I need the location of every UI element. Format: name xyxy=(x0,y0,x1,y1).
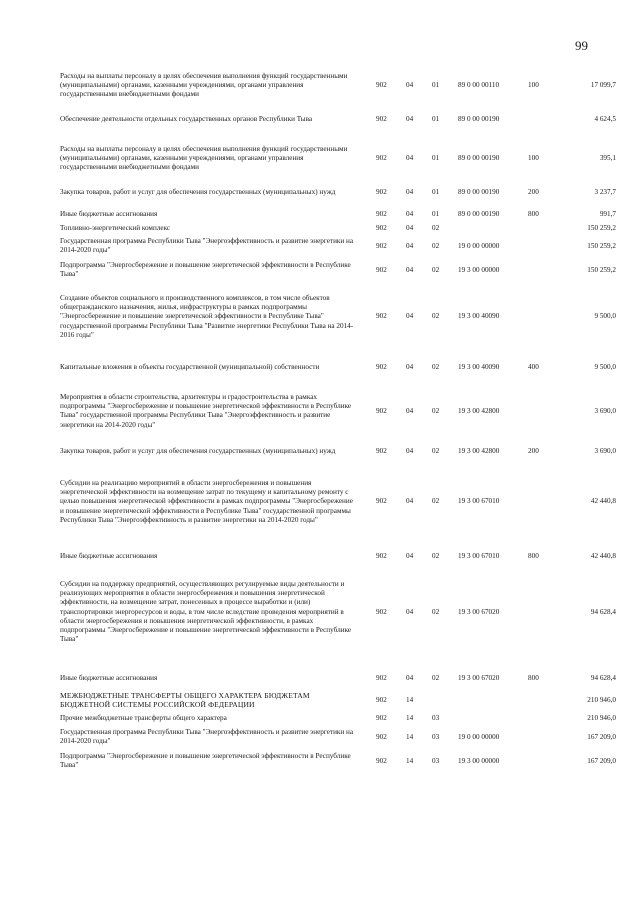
row-rz: 04 xyxy=(406,406,414,415)
table-row xyxy=(60,224,628,233)
row-name: Создание объектов социального и производственного комплексов, в том числе объектов общегражданского назначения, жилья, инфраструктуры в рамках подпрограммы "Энергосбережение и повышение энергетической эффективности в Республике Тыва" государственной программы Республики Тыва "Развитие энергетики Республики Тыва на 2014-2016 годы" xyxy=(60,294,354,339)
row-csr: 19 3 00 00000 xyxy=(458,265,500,274)
row-csr: 19 3 00 40090 xyxy=(458,312,500,321)
row-ved: 902 xyxy=(376,241,387,250)
row-csr: 19 0 00 00000 xyxy=(458,241,500,250)
row-rz: 04 xyxy=(406,363,414,371)
row-vr: 400 xyxy=(528,363,539,371)
row-pr: 02 xyxy=(432,497,440,506)
row-ved: 902 xyxy=(376,265,387,274)
row-sum: 150 259,2 xyxy=(587,265,616,274)
row-name: Топливно-энергетический комплекс xyxy=(60,224,171,232)
row-pr: 02 xyxy=(432,406,440,415)
row-vr: 100 xyxy=(528,154,539,163)
row-name: Подпрограмма "Энергосбережение и повышение энергетической эффективности в Республике Тыва" xyxy=(60,752,351,770)
row-ved: 902 xyxy=(376,154,387,163)
table-row xyxy=(60,393,628,430)
table-row xyxy=(60,210,628,219)
row-rz: 04 xyxy=(406,497,414,506)
row-name: МЕЖБЮДЖЕТНЫЕ ТРАНСФЕРТЫ ОБЩЕГО ХАРАКТЕРА БЮДЖЕТАМ БЮДЖЕТНОЙ СИСТЕМЫ РОССИЙСКОЙ ФЕДЕРАЦИИ xyxy=(60,691,310,710)
row-sum: 150 259,2 xyxy=(587,224,616,232)
row-ved: 902 xyxy=(376,224,387,232)
row-vr: 200 xyxy=(528,188,539,196)
row-csr: 19 3 00 42800 xyxy=(458,406,500,415)
row-name: Прочие межбюджетные трансферты общего характера xyxy=(60,714,227,722)
table-row xyxy=(60,691,628,709)
table-row xyxy=(60,674,628,683)
row-vr: 800 xyxy=(528,674,539,682)
row-ved: 902 xyxy=(376,695,387,704)
row-name: Иные бюджетные ассигнования xyxy=(60,210,158,218)
row-ved: 902 xyxy=(376,732,387,741)
row-rz: 14 xyxy=(406,732,414,741)
row-csr: 19 3 00 67010 xyxy=(458,497,500,506)
row-ved: 902 xyxy=(376,497,387,506)
row-csr: 19 0 00 00000 xyxy=(458,732,500,741)
row-csr: 89 0 00 00190 xyxy=(458,210,500,218)
row-csr: 19 3 00 67010 xyxy=(458,552,500,560)
row-pr: 01 xyxy=(432,115,440,123)
row-pr: 03 xyxy=(432,714,440,722)
row-name: Мероприятия в области строительства, архитектуры и градостроительства в рамках подпрограммы "Энергосбережение и повышение энергетической эффективности в Республике Тыва" государственной программы Республики Тыва "Энергоэффективность и развитие энергетики на 2014-2020 годы" xyxy=(60,393,352,429)
row-name: Государственная программа Республики Тыва "Энергоэффективность и развитие энергетики на 2014-2020 годы" xyxy=(60,237,354,255)
row-rz: 04 xyxy=(406,552,414,560)
row-pr: 01 xyxy=(432,188,440,196)
row-ved: 902 xyxy=(376,115,387,123)
row-sum: 167 209,0 xyxy=(587,732,616,741)
row-rz: 04 xyxy=(406,188,414,196)
table-row xyxy=(60,261,628,279)
table-row xyxy=(60,714,628,723)
row-sum: 3 690,0 xyxy=(594,406,616,415)
row-name: Иные бюджетные ассигнования xyxy=(60,552,158,560)
row-pr: 01 xyxy=(432,154,440,163)
table-row xyxy=(60,447,628,456)
row-ved: 902 xyxy=(376,552,387,560)
row-pr: 02 xyxy=(432,241,440,250)
row-sum: 210 946,0 xyxy=(587,714,616,722)
row-name: Государственная программа Республики Тыва "Энергоэффективность и развитие энергетики на 2014-2020 годы" xyxy=(60,728,354,746)
row-ved: 902 xyxy=(376,312,387,321)
row-ved: 902 xyxy=(376,406,387,415)
row-pr: 02 xyxy=(432,363,440,371)
row-sum: 167 209,0 xyxy=(587,756,616,765)
row-pr: 02 xyxy=(432,607,440,616)
row-csr: 19 3 00 40090 xyxy=(458,363,500,371)
row-csr: 89 0 00 00190 xyxy=(458,115,500,123)
row-name: Закупка товаров, работ и услуг для обеспечения государственных (муниципальных) нужд xyxy=(60,188,336,196)
row-ved: 902 xyxy=(376,714,387,722)
row-ved: 902 xyxy=(376,81,387,90)
table-row xyxy=(60,728,628,746)
row-sum: 3 690,0 xyxy=(594,447,616,455)
row-sum: 94 628,4 xyxy=(590,607,616,616)
row-name: Расходы на выплаты персоналу в целях обеспечения выполнения функций государственными (муниципальными) органами, казенными учреждениями, органами управления государственными внебюджетными фондами xyxy=(60,72,348,99)
row-pr: 01 xyxy=(432,81,440,90)
table-row xyxy=(60,580,628,644)
row-pr: 02 xyxy=(432,265,440,274)
row-name: Субсидии на реализацию мероприятий в области энергосбережения и повышения энергетической эффективности на возмещение затрат по текущему и капитальному ремонту с целью повышения энергетической эффективности в рамках подпрограммы "Энергосбережение и повышение энергетической эффективности в Республике Тыва" государственной программы Республики Тыва "Энергоэффективность и развитие энергетики на 2014-2020 годы" xyxy=(60,479,353,524)
row-sum: 4 624,5 xyxy=(594,115,616,123)
row-name: Субсидии на поддержку предприятий, осуществляющих регулируемые виды деятельности и реализующих мероприятия в области энергосбережения и повышения энергетической эффективности, на возмещение затрат, понесенных в процессе выработки и (или) транспортировки энергоресурсов и воды, в том числе вследствие проведения мероприятий в области энергосбережения и повышения энергетической эффективности, в рамках подпрограммы "Энергосбережение и повышение энергетической эффективности в Республике Тыва" xyxy=(60,580,352,644)
row-ved: 902 xyxy=(376,447,387,455)
row-rz: 04 xyxy=(406,154,414,163)
table-row xyxy=(60,479,628,525)
row-sum: 991,7 xyxy=(599,210,616,218)
row-name: Иные бюджетные ассигнования xyxy=(60,674,158,682)
row-csr: 19 3 00 42800 xyxy=(458,447,500,455)
row-sum: 94 628,4 xyxy=(590,674,616,682)
row-ved: 902 xyxy=(376,363,387,371)
row-rz: 04 xyxy=(406,312,414,321)
row-pr: 02 xyxy=(432,447,440,455)
table-row xyxy=(60,237,628,255)
row-ved: 902 xyxy=(376,188,387,196)
table-row xyxy=(60,115,628,124)
table-row xyxy=(60,72,628,100)
row-csr: 89 0 00 00190 xyxy=(458,154,500,163)
row-pr: 01 xyxy=(432,210,440,218)
row-ved: 902 xyxy=(376,210,387,218)
row-name: Капитальные вложения в объекты государственной (муниципальной) собственности xyxy=(60,363,320,371)
table-row xyxy=(60,294,628,340)
row-sum: 150 259,2 xyxy=(587,241,616,250)
row-sum: 42 440,8 xyxy=(590,497,616,506)
row-rz: 14 xyxy=(406,714,414,722)
row-rz: 04 xyxy=(406,81,414,90)
row-ved: 902 xyxy=(376,607,387,616)
row-csr: 19 3 00 00000 xyxy=(458,756,500,765)
row-sum: 17 099,7 xyxy=(590,81,616,90)
row-csr: 19 3 00 67020 xyxy=(458,607,500,616)
row-sum: 9 500,0 xyxy=(594,312,616,321)
row-rz: 04 xyxy=(406,210,414,218)
row-vr: 800 xyxy=(528,210,539,218)
row-rz: 04 xyxy=(406,115,414,123)
row-vr: 100 xyxy=(528,81,539,90)
row-pr: 02 xyxy=(432,224,440,232)
row-name: Закупка товаров, работ и услуг для обеспечения государственных (муниципальных) нужд xyxy=(60,447,336,455)
row-vr: 200 xyxy=(528,447,539,455)
row-rz: 14 xyxy=(406,695,414,704)
row-sum: 210 946,0 xyxy=(587,695,616,704)
row-pr: 02 xyxy=(432,312,440,321)
row-rz: 04 xyxy=(406,224,414,232)
row-rz: 04 xyxy=(406,265,414,274)
row-rz: 14 xyxy=(406,756,414,765)
row-csr: 89 0 00 00190 xyxy=(458,188,500,196)
row-csr: 19 3 00 67020 xyxy=(458,674,500,682)
table-row xyxy=(60,363,628,372)
row-name: Расходы на выплаты персоналу в целях обеспечения выполнения функций государственными (муниципальными) органами, казенными учреждениями, органами управления государственными внебюджетными фондами xyxy=(60,145,348,172)
row-name: Обеспечение деятельности отдельных государственных органов Республики Тыва xyxy=(60,115,313,123)
page-number: 99 xyxy=(575,38,588,53)
row-rz: 04 xyxy=(406,607,414,616)
row-rz: 04 xyxy=(406,674,414,682)
row-name: Подпрограмма "Энергосбережение и повышение энергетической эффективности в Республике Тыва" xyxy=(60,261,351,279)
table-row xyxy=(60,752,628,770)
row-sum: 42 440,8 xyxy=(590,552,616,560)
row-rz: 04 xyxy=(406,241,414,250)
row-sum: 3 237,7 xyxy=(594,188,616,196)
row-pr: 02 xyxy=(432,674,440,682)
row-sum: 395,1 xyxy=(599,154,616,163)
row-ved: 902 xyxy=(376,756,387,765)
row-pr: 03 xyxy=(432,756,440,765)
row-pr: 03 xyxy=(432,732,440,741)
table-row xyxy=(60,145,628,173)
row-vr: 800 xyxy=(528,552,539,560)
row-sum: 9 500,0 xyxy=(594,363,616,371)
row-pr: 02 xyxy=(432,552,440,560)
table-row xyxy=(60,552,628,561)
row-rz: 04 xyxy=(406,447,414,455)
row-ved: 902 xyxy=(376,674,387,682)
table-row xyxy=(60,188,628,197)
row-csr: 89 0 00 00110 xyxy=(458,81,500,90)
